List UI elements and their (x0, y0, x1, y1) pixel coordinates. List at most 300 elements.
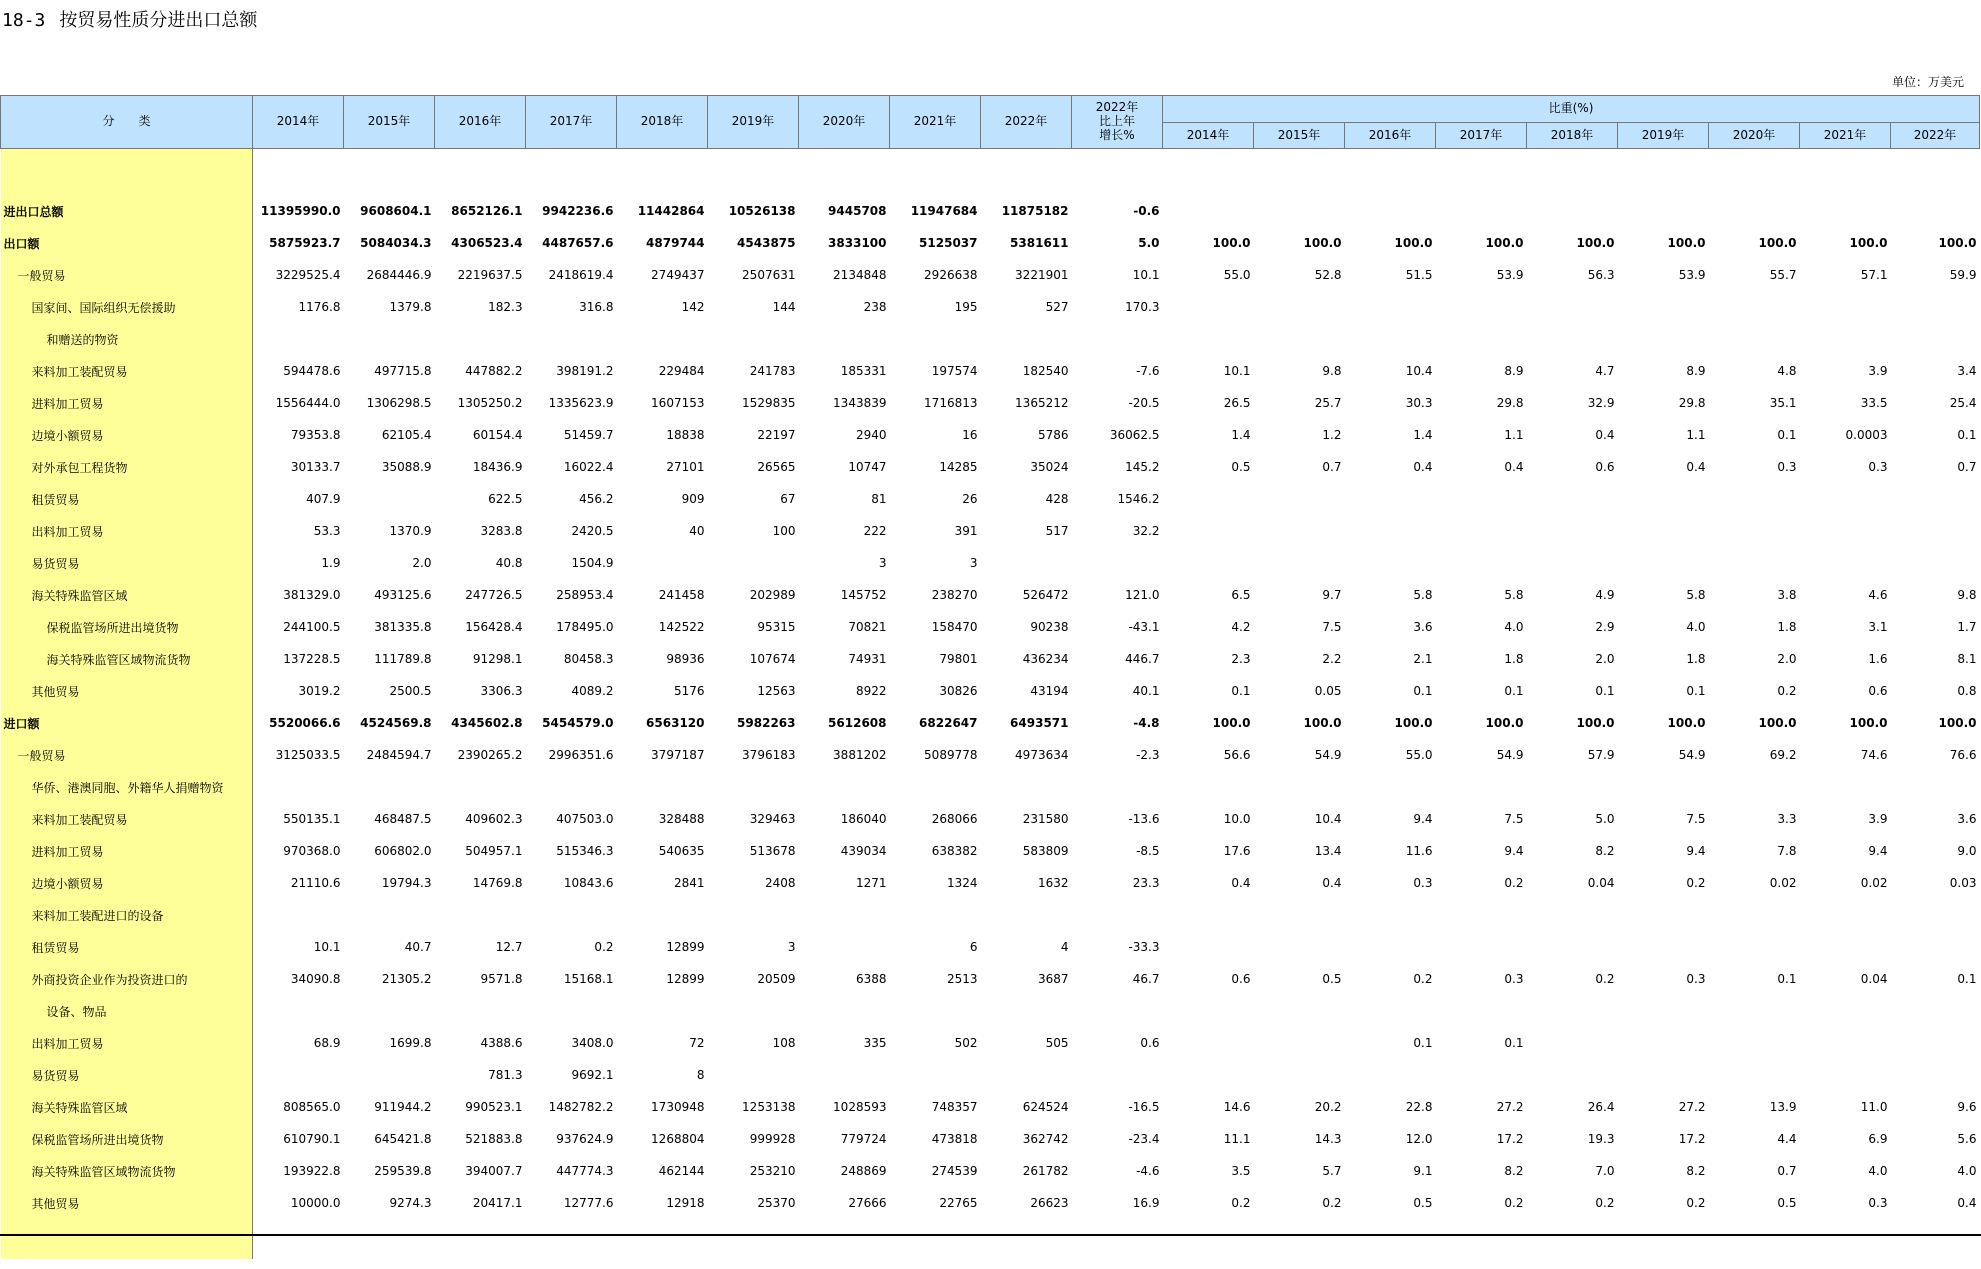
value-cell (708, 323, 799, 355)
ratio-cell: 9.8 (1957, 588, 1977, 602)
value-cell: 74931 (848, 652, 887, 666)
value-cell: 999928 (749, 1132, 796, 1146)
value-cell (617, 547, 708, 579)
ratio-cell: 100.0 (1758, 716, 1797, 730)
ratio-cell: 19.3 (1587, 1132, 1615, 1146)
ratio-cell: 0.3 (1868, 1196, 1888, 1210)
value-cell: 2926638 (924, 268, 978, 282)
growth-cell: 16.9 (1132, 1196, 1160, 1210)
ratio-cell: 57.1 (1860, 268, 1888, 282)
ratio-cell (1254, 547, 1345, 579)
bottom-rule (0, 1234, 1981, 1236)
value-cell: 27101 (666, 460, 705, 474)
growth-cell: -8.5 (1136, 844, 1160, 858)
value-cell (435, 771, 526, 803)
value-cell: 258953.4 (556, 588, 614, 602)
ratio-cell: 1.1 (1686, 428, 1706, 442)
value-cell: 145752 (840, 588, 887, 602)
value-cell: 513678 (749, 844, 796, 858)
ratio-cell (1527, 515, 1618, 547)
ratio-cell: 0.1 (1777, 972, 1797, 986)
ratio-cell: 0.2 (1595, 1196, 1615, 1210)
value-cell (890, 1059, 981, 1091)
ratio-cell: 2.0 (1595, 652, 1615, 666)
growth-cell: -4.6 (1136, 1164, 1160, 1178)
ratio-cell (1709, 995, 1800, 1027)
ratio-cell: 0.3 (1504, 972, 1524, 986)
value-cell: 261782 (1022, 1164, 1069, 1178)
ratio-cell (1345, 931, 1436, 963)
ratio-cell: 3.6 (1957, 812, 1977, 826)
ratio-cell: 5.8 (1686, 588, 1706, 602)
value-cell: 527 (1045, 300, 1069, 314)
ratio-cell (1436, 931, 1527, 963)
empty-cell (344, 1219, 435, 1259)
value-cell (253, 1059, 344, 1091)
ratio-cell: 0.2 (1504, 876, 1524, 890)
ratio-cell (1345, 291, 1436, 323)
value-cell: 1271 (855, 876, 887, 890)
ratio-cell: 100.0 (1576, 716, 1615, 730)
ratio-cell: 0.6 (1231, 972, 1251, 986)
category-cell: 出料加工贸易 (1, 1027, 253, 1059)
value-cell (981, 1059, 1072, 1091)
value-cell (799, 931, 890, 963)
value-cell: 504957.1 (465, 844, 523, 858)
value-cell: 268066 (931, 812, 978, 826)
value-cell (799, 1059, 890, 1091)
value-cell: 144 (772, 300, 796, 314)
value-cell: 195 (954, 300, 978, 314)
value-cell: 409602.3 (465, 812, 523, 826)
ratio-cell (1891, 899, 1980, 931)
value-cell: 407503.0 (556, 812, 614, 826)
value-cell (344, 899, 435, 931)
value-cell: 329463 (749, 812, 796, 826)
table-row (1, 611, 1980, 643)
ratio-cell: 10.0 (1223, 812, 1251, 826)
empty-cell (1072, 1219, 1163, 1259)
ratio-cell: 54.9 (1314, 748, 1342, 762)
value-cell: 229484 (658, 364, 705, 378)
value-cell: 2749437 (651, 268, 705, 282)
ratio-cell: 5.8 (1504, 588, 1524, 602)
value-cell: 6493571 (1010, 716, 1069, 730)
value-cell: 6563120 (646, 716, 705, 730)
table-code: 18-3 (2, 10, 46, 31)
value-cell: 202989 (749, 588, 796, 602)
ratio-cell: 0.0003 (1845, 428, 1888, 442)
empty-cell (1709, 149, 1800, 196)
ratio-cell (1618, 291, 1709, 323)
growth-cell: -33.3 (1128, 940, 1160, 954)
ratio-cell: 0.7 (1957, 460, 1977, 474)
value-cell: 2841 (673, 876, 705, 890)
empty-cell (1163, 1219, 1254, 1259)
value-cell: 81 (871, 492, 887, 506)
empty-cell (435, 1219, 526, 1259)
value-cell (344, 323, 435, 355)
value-cell: 447774.3 (556, 1164, 614, 1178)
ratio-cell (1800, 323, 1891, 355)
ratio-cell: 0.4 (1413, 460, 1433, 474)
ratio-year-header: 2019年 (1618, 123, 1709, 149)
value-cell: 335 (863, 1036, 887, 1050)
ratio-cell: 57.9 (1587, 748, 1615, 762)
ratio-cell (1254, 995, 1345, 1027)
ratio-cell: 0.2 (1413, 972, 1433, 986)
growth-cell: 32.2 (1132, 524, 1160, 538)
value-cell: 436234 (1022, 652, 1069, 666)
ratio-year-header: 2015年 (1254, 123, 1345, 149)
value-cell: 274539 (931, 1164, 978, 1178)
empty-cell (890, 149, 981, 196)
category-cell: 易货贸易 (1, 547, 253, 579)
value-cell (344, 995, 435, 1027)
ratio-cell: 0.1 (1686, 684, 1706, 698)
ratio-cell: 0.02 (1769, 876, 1797, 890)
empty-cell (981, 1219, 1072, 1259)
value-cell: 25370 (757, 1196, 796, 1210)
ratio-cell (1254, 483, 1345, 515)
growth-cell: -2.3 (1136, 748, 1160, 762)
value-cell: 3221901 (1015, 268, 1069, 282)
ratio-cell: 7.8 (1777, 844, 1797, 858)
value-cell: 462144 (658, 1164, 705, 1178)
ratio-cell (1891, 195, 1980, 227)
ratio-cell: 51.5 (1405, 268, 1433, 282)
value-cell: 1379.8 (389, 300, 432, 314)
category-cell: 来料加工装配贸易 (1, 803, 253, 835)
year-header: 2016年 (435, 96, 526, 149)
value-cell: 244100.5 (283, 620, 341, 634)
ratio-cell (1254, 899, 1345, 931)
ratio-cell (1254, 291, 1345, 323)
ratio-cell: 100.0 (1667, 236, 1706, 250)
ratio-cell: 11.0 (1860, 1100, 1888, 1114)
growth-header (1072, 96, 1163, 149)
ratio-cell: 0.6 (1595, 460, 1615, 474)
ratio-cell: 32.9 (1587, 396, 1615, 410)
ratio-cell: 0.4 (1504, 460, 1524, 474)
ratio-cell: 26.4 (1587, 1100, 1615, 1114)
value-cell: 238270 (931, 588, 978, 602)
ratio-cell (1345, 547, 1436, 579)
ratio-cell (1618, 899, 1709, 931)
value-cell: 2513 (946, 972, 978, 986)
value-cell: 2390265.2 (457, 748, 523, 762)
empty-cell (526, 149, 617, 196)
category-cell: 华侨、港澳同胞、外籍华人捐赠物资 (1, 771, 253, 803)
value-cell: 1028593 (833, 1100, 887, 1114)
value-cell: 72 (689, 1036, 705, 1050)
empty-cell (890, 1219, 981, 1259)
ratio-cell (1800, 1059, 1891, 1091)
table-row (1, 931, 1980, 963)
ratio-cell: 0.5 (1231, 460, 1251, 474)
value-cell: 1305250.2 (457, 396, 523, 410)
value-cell: 4388.6 (480, 1036, 523, 1050)
ratio-cell: 3.1 (1868, 620, 1888, 634)
empty-cell (1618, 149, 1709, 196)
ratio-cell: 0.04 (1587, 876, 1615, 890)
table-row (1, 803, 1980, 835)
value-cell: 1699.8 (389, 1036, 432, 1050)
ratio-cell: 0.2 (1686, 876, 1706, 890)
value-cell: 20417.1 (472, 1196, 523, 1210)
value-cell: 21305.2 (381, 972, 432, 986)
ratio-cell: 55.7 (1769, 268, 1797, 282)
value-cell: 497715.8 (374, 364, 432, 378)
year-header: 2014年 (253, 96, 344, 149)
value-cell: 540635 (658, 844, 705, 858)
ratio-cell: 0.1 (1595, 684, 1615, 698)
ratio-cell: 7.5 (1504, 812, 1524, 826)
ratio-cell: 0.8 (1957, 684, 1977, 698)
value-cell: 3019.2 (298, 684, 341, 698)
value-cell: 3797187 (651, 748, 705, 762)
ratio-cell (1800, 899, 1891, 931)
value-cell: 468487.5 (374, 812, 432, 826)
value-cell (981, 899, 1072, 931)
value-cell: 35024 (1030, 460, 1069, 474)
year-header: 2020年 (799, 96, 890, 149)
value-cell: 5612608 (828, 716, 887, 730)
value-cell: 5875923.7 (269, 236, 341, 250)
ratio-cell (1527, 195, 1618, 227)
ratio-cell: 100.0 (1485, 236, 1524, 250)
ratio-year-header: 2017年 (1436, 123, 1527, 149)
value-cell: 9274.3 (389, 1196, 432, 1210)
ratio-cell: 1.4 (1231, 428, 1251, 442)
ratio-cell: 0.04 (1860, 972, 1888, 986)
value-cell: 40.8 (495, 556, 523, 570)
ratio-cell: 1.7 (1957, 620, 1977, 634)
value-cell: 2134848 (833, 268, 887, 282)
ratio-cell: 56.6 (1223, 748, 1251, 762)
ratio-cell: 35.1 (1769, 396, 1797, 410)
ratio-cell: 8.2 (1504, 1164, 1524, 1178)
ratio-cell (1709, 547, 1800, 579)
value-cell: 79353.8 (290, 428, 341, 442)
value-cell: 5454579.0 (542, 716, 614, 730)
ratio-cell (1618, 323, 1709, 355)
value-cell: 808565.0 (283, 1100, 341, 1114)
value-cell: 30133.7 (290, 460, 341, 474)
value-cell: 91298.1 (472, 652, 523, 666)
ratio-cell: 8.2 (1595, 844, 1615, 858)
value-cell (253, 771, 344, 803)
table-row (1, 355, 1980, 387)
value-cell: 909 (681, 492, 705, 506)
ratio-cell (1709, 899, 1800, 931)
ratio-cell: 0.2 (1322, 1196, 1342, 1210)
ratio-cell: 1.6 (1868, 652, 1888, 666)
ratio-cell: 3.9 (1868, 364, 1888, 378)
category-cell (1, 1219, 253, 1259)
ratio-cell: 0.5 (1777, 1196, 1797, 1210)
category-cell: 出口额 (1, 227, 253, 259)
ratio-cell: 8.9 (1504, 364, 1524, 378)
category-cell: 边境小额贸易 (1, 419, 253, 451)
empty-cell (526, 1219, 617, 1259)
value-cell: 21110.6 (290, 876, 341, 890)
table-row (1, 867, 1980, 899)
empty-cell (1163, 149, 1254, 196)
ratio-cell: 4.9 (1595, 588, 1615, 602)
value-cell: 3881202 (833, 748, 887, 762)
ratio-cell (1709, 1059, 1800, 1091)
ratio-cell: 100.0 (1576, 236, 1615, 250)
ratio-cell (1527, 291, 1618, 323)
ratio-cell: 100.0 (1849, 716, 1888, 730)
growth-cell: 1546.2 (1117, 492, 1160, 506)
value-cell: 79801 (939, 652, 978, 666)
value-cell (617, 323, 708, 355)
ratio-cell: 0.3 (1413, 876, 1433, 890)
ratio-cell: 2.2 (1322, 652, 1342, 666)
value-cell: 550135.1 (283, 812, 341, 826)
category-cell: 海关特殊监管区域 (1, 1091, 253, 1123)
value-cell: 2507631 (742, 268, 796, 282)
ratio-cell (1436, 515, 1527, 547)
value-cell: 27666 (848, 1196, 887, 1210)
value-cell: 11395990.0 (260, 204, 341, 218)
ratio-cell (1527, 771, 1618, 803)
growth-cell (1072, 771, 1163, 803)
ratio-cell: 4.0 (1957, 1164, 1977, 1178)
ratio-cell: 9.4 (1686, 844, 1706, 858)
ratio-cell (1618, 1027, 1709, 1059)
ratio-cell: 0.2 (1777, 684, 1797, 698)
empty-cell (1891, 1219, 1980, 1259)
value-cell (526, 771, 617, 803)
value-cell: 622.5 (488, 492, 523, 506)
ratio-cell (1709, 483, 1800, 515)
empty-cell (799, 149, 890, 196)
value-cell: 594478.6 (283, 364, 341, 378)
value-cell: 398191.2 (556, 364, 614, 378)
value-cell: 4487657.6 (542, 236, 614, 250)
value-cell: 3306.3 (480, 684, 523, 698)
value-cell: 937624.9 (556, 1132, 614, 1146)
table-row (1, 1091, 1980, 1123)
category-cell: 海关特殊监管区域物流货物 (1, 643, 253, 675)
ratio-cell (1891, 1059, 1980, 1091)
ratio-cell: 0.1 (1504, 684, 1524, 698)
ratio-cell (1709, 291, 1800, 323)
ratio-cell (1527, 323, 1618, 355)
ratio-cell (1527, 899, 1618, 931)
value-cell: 2.0 (412, 556, 432, 570)
ratio-cell: 0.3 (1686, 972, 1706, 986)
growth-cell: -13.6 (1128, 812, 1160, 826)
ratio-cell: 4.6 (1868, 588, 1888, 602)
value-cell: 2484594.7 (366, 748, 432, 762)
value-cell: 15168.1 (563, 972, 614, 986)
ratio-cell (1709, 323, 1800, 355)
value-cell (981, 995, 1072, 1027)
value-cell: 1343839 (833, 396, 887, 410)
value-cell (617, 899, 708, 931)
ratio-cell (1891, 547, 1980, 579)
value-cell: 911944.2 (374, 1100, 432, 1114)
value-cell: 60154.4 (472, 428, 523, 442)
value-cell: 456.2 (579, 492, 614, 506)
value-cell: 526472 (1022, 588, 1069, 602)
ratio-cell (1709, 931, 1800, 963)
value-cell: 20509 (757, 972, 796, 986)
value-cell (708, 771, 799, 803)
value-cell: 3229525.4 (275, 268, 341, 282)
ratio-cell (1709, 515, 1800, 547)
value-cell: 1632 (1037, 876, 1069, 890)
growth-cell: -43.1 (1128, 620, 1160, 634)
ratio-cell: 0.05 (1314, 684, 1342, 698)
ratio-cell: 1.8 (1777, 620, 1797, 634)
empty-cell (1254, 149, 1345, 196)
value-cell: 11947684 (910, 204, 978, 218)
value-cell: 241458 (658, 588, 705, 602)
category-cell: 其他贸易 (1, 1187, 253, 1219)
category-cell: 其他贸易 (1, 675, 253, 707)
value-cell: 8652126.1 (451, 204, 523, 218)
ratio-cell: 0.3 (1868, 460, 1888, 474)
table-row (1, 1123, 1980, 1155)
value-cell: 10000.0 (290, 1196, 341, 1210)
value-cell: 5084034.3 (360, 236, 432, 250)
value-cell (799, 323, 890, 355)
ratio-cell: 0.2 (1231, 1196, 1251, 1210)
table-row (1, 835, 1980, 867)
ratio-cell: 0.7 (1322, 460, 1342, 474)
table-row (1, 483, 1980, 515)
ratio-cell: 1.2 (1322, 428, 1342, 442)
value-cell: 439034 (840, 844, 887, 858)
category-cell: 易货贸易 (1, 1059, 253, 1091)
value-cell: 22197 (757, 428, 796, 442)
value-cell: 3796183 (742, 748, 796, 762)
category-cell: 来料加工装配贸易 (1, 355, 253, 387)
growth-cell: -4.8 (1133, 716, 1160, 730)
growth-cell: -16.5 (1128, 1100, 1160, 1114)
table-body (1, 149, 1980, 1260)
ratio-cell: 0.6 (1868, 684, 1888, 698)
empty-cell (344, 149, 435, 196)
value-cell: 9445708 (828, 204, 887, 218)
table-row (1, 419, 1980, 451)
category-cell: 海关特殊监管区域物流货物 (1, 1155, 253, 1187)
value-cell: 40.7 (404, 940, 432, 954)
ratio-cell: 29.8 (1678, 396, 1706, 410)
ratio-cell: 11.1 (1223, 1132, 1251, 1146)
ratio-cell (1254, 1059, 1345, 1091)
ratio-cell (1891, 291, 1980, 323)
ratio-cell (1163, 291, 1254, 323)
value-cell: 142 (681, 300, 705, 314)
value-cell: 624524 (1022, 1100, 1069, 1114)
value-cell: 428 (1045, 492, 1069, 506)
ratio-cell: 2.3 (1231, 652, 1251, 666)
empty-cell (1800, 149, 1891, 196)
ratio-cell: 8.1 (1957, 652, 1977, 666)
ratio-year-header: 2020年 (1709, 123, 1800, 149)
table-row (1, 195, 1980, 227)
ratio-cell: 0.1 (1231, 684, 1251, 698)
category-cell (1, 149, 253, 196)
value-cell: 381329.0 (283, 588, 341, 602)
value-cell (344, 483, 435, 515)
